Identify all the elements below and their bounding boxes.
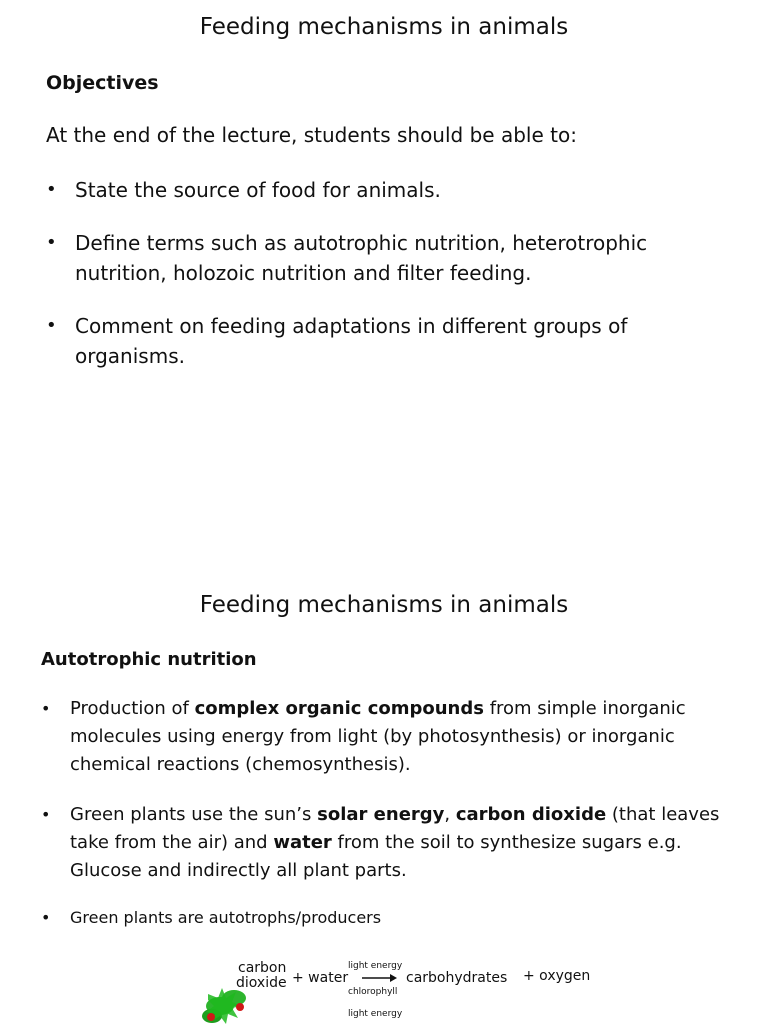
bullet-icon: • <box>46 315 57 336</box>
carbon-label: carbon <box>238 960 287 976</box>
light-energy-label: light energy <box>348 961 403 971</box>
autotrophic-heading: Autotrophic nutrition <box>41 649 257 670</box>
bullet-icon: • <box>41 908 51 927</box>
objectives-heading: Objectives <box>46 72 159 94</box>
objectives-list <box>46 175 726 394</box>
dioxide-label: dioxide <box>236 975 287 991</box>
list-item: • Define terms such as autotrophic nutrition, heterotrophic nutrition, holozoic nutrition and filter feeding. <box>46 228 726 288</box>
slide-title: Feeding mechanisms in animals <box>199 592 569 618</box>
photosynthesis-equation <box>200 956 620 1024</box>
light-energy-label-2: light energy <box>348 1009 403 1019</box>
list-item: • Production of complex organic compounds from simple inorganic molecules using energy from light (by photosynthesis) or inorganic chemical reactions (chemosynthesis). <box>41 695 731 779</box>
bullet-icon: • <box>46 179 57 200</box>
autotrophic-slide <box>0 585 768 1024</box>
list-item: • State the source of food for animals. <box>46 175 726 205</box>
plant-icon <box>202 988 246 1024</box>
autotrophic-list <box>41 695 731 951</box>
arrow-head-icon <box>390 974 397 982</box>
list-item: • Green plants are autotrophs/producers <box>41 908 382 927</box>
list-item: • Comment on feeding adaptations in different groups of organisms. <box>46 311 726 371</box>
water-label: + water <box>292 970 349 986</box>
carbohydrates-label: carbohydrates <box>406 970 508 986</box>
list-item: • Green plants use the sun’s solar energy, carbon dioxide (that leaves take from the air) and water from the soil to synthesize sugars e.g. Glucose and indirectly all plant parts. <box>41 801 731 885</box>
oxygen-label: + oxygen <box>523 968 591 984</box>
bullet-icon: • <box>41 805 51 824</box>
chlorophyll-label: chlorophyll <box>348 987 398 997</box>
bullet-icon: • <box>46 232 57 253</box>
slide-title: Feeding mechanisms in animals <box>199 14 569 40</box>
bullet-icon: • <box>41 699 51 718</box>
objectives-intro: At the end of the lecture, students should be able to: <box>46 123 577 147</box>
